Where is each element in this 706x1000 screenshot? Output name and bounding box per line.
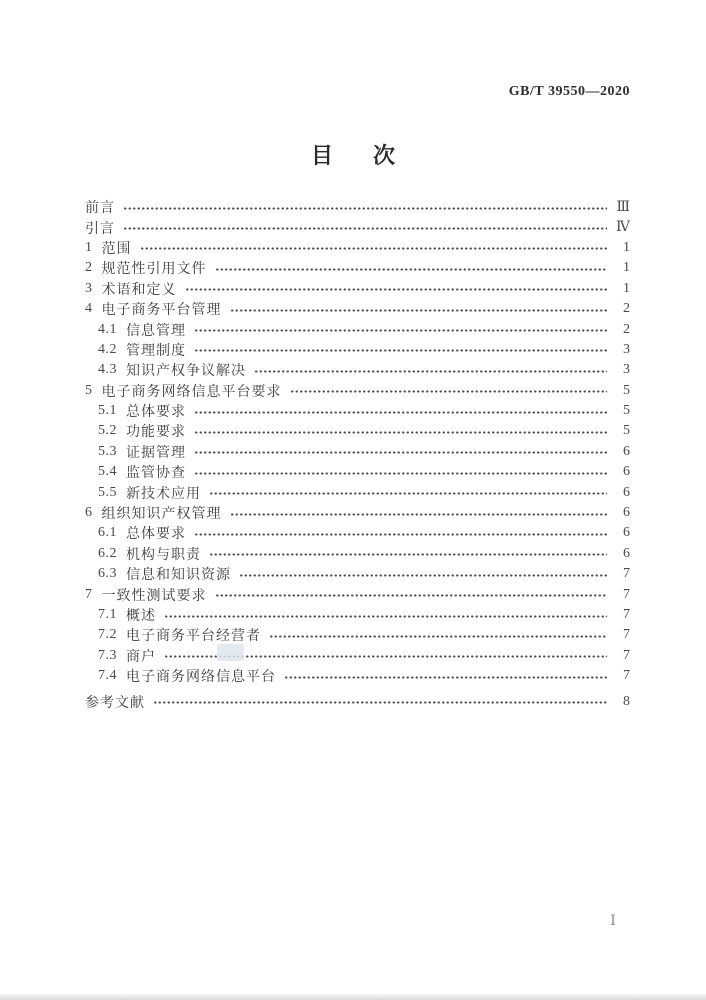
toc-entry-number: 5.2 [98,423,117,439]
toc-entry-number: 7.2 [98,627,117,643]
toc-entry-label: 电子商务平台经营者 [126,629,261,645]
toc-entry-page: 3 [623,362,630,378]
toc-entry-label: 管理制度 [126,343,186,359]
toc-entry-label: 证据管理 [126,445,186,461]
toc-entry-number: 5.4 [98,464,117,480]
toc-entry-number: 6 [85,505,93,521]
toc-entry-number: 2 [85,260,93,276]
toc-entry-label: 新技术应用 [126,486,201,502]
highlight-artifact [217,644,244,661]
toc-row [85,503,630,523]
toc-entry-number: 4 [85,301,93,317]
dotted-leader [215,589,608,602]
toc-entry-number: 1 [85,239,93,255]
toc-entry-page: 7 [623,668,630,684]
dotted-leader [194,324,607,337]
toc-entry-label: 电子商务网络信息平台 [126,670,276,686]
toc-entry-label: 一致性测试要求 [101,588,207,604]
toc-entry-number: 3 [85,280,93,296]
toc-row [85,584,630,604]
toc-entry-number: 7.4 [98,668,117,684]
dotted-leader [230,304,608,317]
toc-entry-number: 7.1 [98,607,117,622]
toc-row [85,605,630,625]
toc-entry-page: 1 [623,280,630,296]
dotted-leader [215,263,608,276]
toc-row [85,319,630,339]
dotted-leader [239,569,607,582]
toc-entry-page: 8 [623,693,630,709]
toc-row [85,691,630,711]
toc-row [85,442,630,462]
toc-entry-number: 7.3 [98,647,117,663]
toc-entry-label: 规范性引用文件 [101,262,207,278]
dotted-leader [269,630,607,643]
dotted-leader [194,344,607,357]
toc-row [85,258,630,278]
toc-entry-label: 电子商务平台管理 [101,303,222,319]
toc-entry-page: Ⅲ [616,199,630,215]
toc-row [85,299,630,319]
toc-entry-label: 引言 [85,221,115,237]
dotted-leader [194,467,607,480]
toc-entry-page: Ⅳ [616,220,630,236]
toc-entry-page: 2 [623,301,630,317]
toc-row [85,381,630,401]
toc-row [85,360,630,380]
dotted-leader [254,365,607,378]
dotted-leader [194,446,607,459]
dotted-leader [194,426,607,439]
dotted-leader [194,406,607,419]
toc-entry-number: 6.3 [98,566,117,582]
dotted-leader [153,696,607,709]
toc-entry-page: 6 [623,545,630,561]
toc-row [85,197,630,217]
toc-row [85,279,630,299]
toc-entry-page: 5 [623,382,630,398]
toc-entry-page: 7 [623,566,630,582]
toc-entry-label: 知识产权争议解决 [126,364,246,380]
toc-entry-page: 1 [623,239,630,255]
toc-row [85,340,630,360]
toc-row [85,564,630,584]
toc-entry-label: 机构与职责 [126,547,201,563]
toc-entry-page: 5 [623,403,630,419]
toc-entry-number: 4.1 [98,321,117,337]
dotted-leader [140,242,608,255]
toc-entry-page: 6 [623,484,630,500]
dotted-leader [194,528,607,541]
toc-row [85,401,630,421]
toc-entry-label: 信息管理 [126,323,186,339]
dotted-leader [284,671,607,684]
toc-entry-label: 总体要求 [126,527,186,543]
toc-entry-label: 组织知识产权管理 [101,507,222,523]
dotted-leader [209,487,607,500]
toc-entry-label: 监管协查 [126,466,186,482]
toc-entry-number: 4.2 [98,341,117,357]
dotted-leader [290,385,608,398]
toc-entry-page: 7 [623,586,630,602]
toc-entry-number: 5.5 [98,484,117,500]
toc-entry-page: 6 [623,505,630,521]
toc-entry-page: 6 [623,525,630,541]
toc-entry-page: 7 [623,607,630,622]
toc-entry-label: 概述 [126,609,156,624]
toc-row [85,646,630,666]
toc-entry-page: 5 [623,423,630,439]
toc-entry-page: 6 [623,464,630,480]
toc-entry-number: 5.1 [98,403,117,419]
toc-entry-label: 范围 [101,241,132,257]
toc-entry-number: 5 [85,382,93,398]
dotted-leader [185,283,608,296]
dotted-leader [230,508,608,521]
dotted-leader [123,222,607,235]
toc-entry-page: 7 [623,627,630,643]
toc-entry-number: 6.2 [98,545,117,561]
toc-entry-label: 商户 [126,649,156,665]
scan-edge-shadow [0,994,706,1000]
toc-entry-page: 1 [623,260,630,276]
toc-entry-label: 总体要求 [126,405,186,421]
toc-entry-page: 7 [623,647,630,663]
toc-entry-label: 功能要求 [126,425,186,441]
toc-row [85,238,630,258]
toc-entry-number: 5.3 [98,443,117,459]
footer-page-number: Ⅰ [610,914,616,929]
toc-row [85,666,630,686]
toc-row [85,482,630,502]
toc-row [85,462,630,482]
toc-entry-label: 电子商务网络信息平台要求 [101,384,282,400]
toc-entry-page: 2 [623,321,630,337]
toc-entry-label: 前言 [85,201,115,217]
toc-row [85,421,630,441]
standard-code: GB/T 39550—2020 [508,84,630,99]
dotted-leader [164,610,607,623]
toc-entry-number: 6.1 [98,525,117,541]
dotted-leader [209,548,607,561]
toc-row [85,625,630,645]
page-title: 目 次 [310,143,404,168]
toc-entry-page: 3 [623,341,630,357]
toc-list [85,197,630,712]
toc-entry-page: 6 [623,443,630,459]
toc-entry-number: 4.3 [98,362,117,378]
dotted-leader [123,202,607,215]
toc-entry-label: 参考文献 [85,695,145,711]
toc-row [85,217,630,237]
toc-entry-label: 术语和定义 [101,282,177,298]
toc-row [85,544,630,564]
toc-row [85,523,630,543]
toc-entry-label: 信息和知识资源 [126,568,231,584]
toc-entry-number: 7 [85,586,93,602]
